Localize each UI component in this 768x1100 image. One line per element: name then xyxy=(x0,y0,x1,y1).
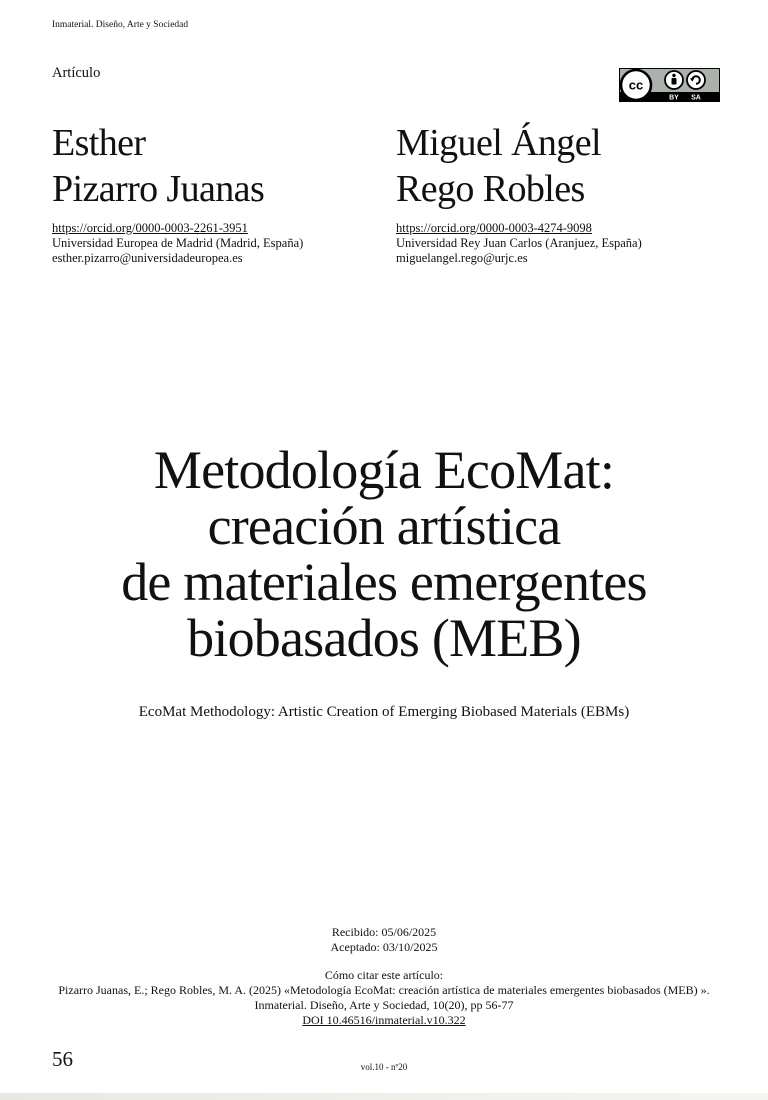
author-2-name xyxy=(396,120,601,212)
author-1-orcid-link[interactable]: https://orcid.org/0000-0003-2261-3951 xyxy=(52,221,248,235)
volume-issue: vol.10 - nº20 xyxy=(360,1062,408,1072)
author-1-first-name: Esther xyxy=(52,122,146,164)
sa-label: SA xyxy=(691,94,701,102)
bottom-strip xyxy=(0,1093,768,1100)
title-line-2: creación artística xyxy=(207,496,561,556)
author-2-email[interactable]: miguelangel.rego@urjc.es xyxy=(396,251,528,265)
author-2-details xyxy=(396,221,642,266)
journal-name: Inmaterial. Diseño, Arte y Sociedad xyxy=(52,20,189,30)
title-line-3: de materiales emergentes xyxy=(121,552,647,612)
author-2-first-name: Miguel Ángel xyxy=(396,122,601,164)
cc-icon xyxy=(621,70,651,100)
author-1-surname: Pizarro Juanas xyxy=(52,168,265,210)
author-1-details xyxy=(52,221,303,266)
citation-block xyxy=(0,968,768,1028)
author-1-email[interactable]: esther.pizarro@universidadeuropea.es xyxy=(52,251,243,265)
page-number: 56 xyxy=(52,1047,73,1071)
accepted-date: Aceptado: 03/10/2025 xyxy=(330,940,438,954)
by-label: BY xyxy=(669,94,679,102)
attribution-icon xyxy=(665,71,683,89)
citation-reference: Pizarro Juanas, E.; Rego Robles, M. A. (2025) «Metodología EcoMat: creación artística de materiales emergentes biobasados (MEB) ». xyxy=(58,983,710,997)
share-alike-icon xyxy=(687,71,705,89)
cc-label: cc xyxy=(628,77,644,93)
citation-journal: Inmaterial. Diseño, Arte y Sociedad, 10(20), pp 56-77 xyxy=(254,998,514,1012)
section-label: Artículo xyxy=(52,65,101,81)
author-2-orcid-link[interactable]: https://orcid.org/0000-0003-4274-9098 xyxy=(396,221,592,235)
title-line-1: Metodología EcoMat: xyxy=(153,440,615,500)
author-1-name xyxy=(52,120,264,212)
author-2-surname: Rego Robles xyxy=(396,168,585,210)
citation-heading: Cómo citar este artículo: xyxy=(324,968,444,982)
title-line-4: biobasados (MEB) xyxy=(187,608,581,668)
cc-by-sa-license-badge[interactable] xyxy=(619,68,720,102)
article-dates xyxy=(0,925,768,955)
author-1-affiliation: Universidad Europea de Madrid (Madrid, España) xyxy=(52,236,304,250)
received-date: Recibido: 05/06/2025 xyxy=(331,925,437,939)
article-title xyxy=(0,442,768,666)
author-2-affiliation: Universidad Rey Juan Carlos (Aranjuez, España) xyxy=(396,236,642,250)
english-title: EcoMat Methodology: Artistic Creation of Emerging Biobased Materials (EBMs) xyxy=(138,704,630,720)
doi-link[interactable]: DOI 10.46516/inmaterial.v10.322 xyxy=(302,1013,466,1027)
